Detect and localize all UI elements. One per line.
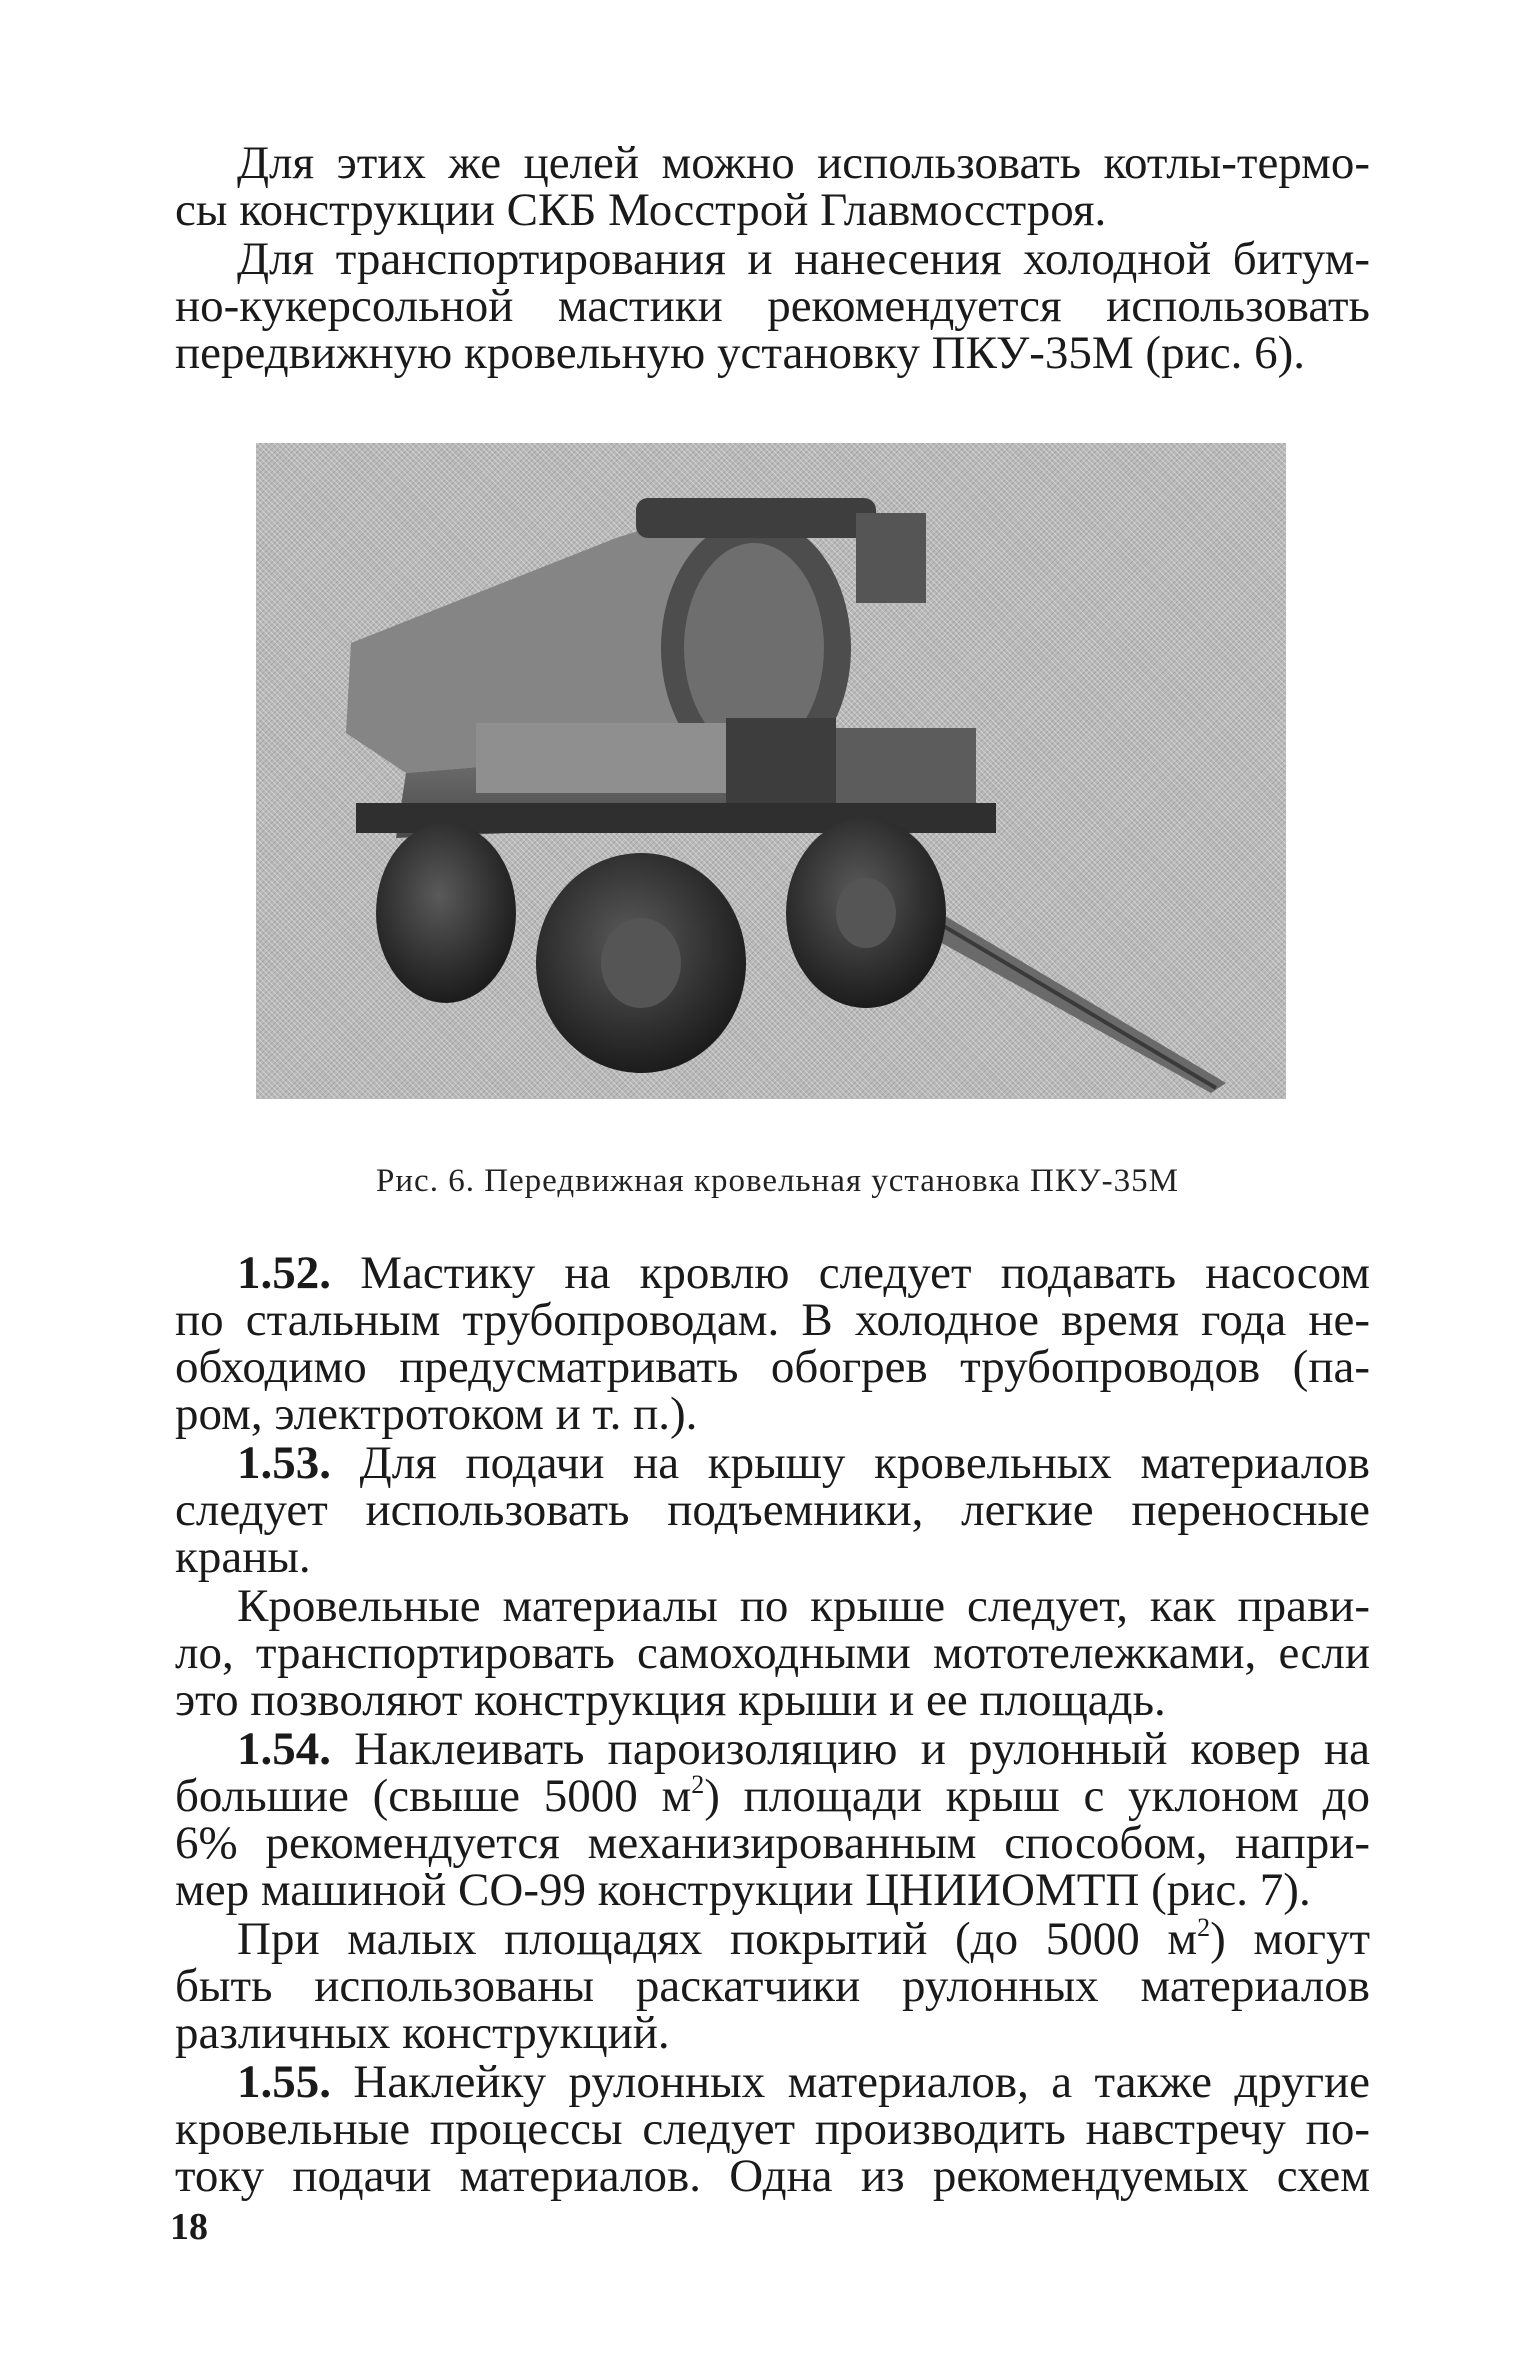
text-fragment: ) площади крыш с уклоном до — [704, 1770, 1370, 1822]
text-fragment: ) могут — [1210, 1913, 1370, 1965]
section-1-55-line — [175, 2056, 1370, 2108]
section-1-52-line — [175, 1247, 1370, 1299]
paragraph-line: различных конструкций. — [175, 2007, 670, 2059]
roofing-unit-illustration — [256, 443, 1286, 1099]
text-block-top — [175, 137, 1370, 379]
paragraph-line: ром, электротоком и т. п.). — [175, 1388, 698, 1440]
paragraph-line: обходимо предусматривать обогрев трубопроводов (па- — [175, 1341, 1370, 1393]
text-fragment: большие (свыше 5000 м — [175, 1770, 692, 1822]
paragraph-line: ло, транспортировать самоходными мототележками, если — [175, 1627, 1370, 1679]
section-text: Для подачи на крышу кровельных материалов — [331, 1437, 1370, 1489]
section-1-54-line — [175, 1723, 1370, 1775]
section-number: 1.55. — [237, 2056, 331, 2108]
paragraph-line: но-кукерсольной мастики рекомендуется использовать — [175, 280, 1370, 332]
paragraph-line: мер машиной СО-99 конструкции ЦНИИОМТП (рис. 7). — [175, 1864, 1311, 1916]
figure-caption: Рис. 6. Передвижная кровельная установка ПКУ-35М — [376, 1163, 1179, 1199]
paragraph-line: току подачи материалов. Одна из рекомендуемых схем — [175, 2150, 1370, 2202]
paragraph-line — [175, 1913, 1370, 1965]
figure-photo-mobile-roofing-unit — [256, 443, 1286, 1099]
superscript: 2 — [1197, 1913, 1211, 1942]
paragraph-line: Кровельные материалы по крыше следует, как прави- — [237, 1580, 1370, 1632]
paragraph-line: Для этих же целей можно использовать котлы-термо- — [237, 137, 1370, 189]
paragraph-line: передвижную кровельную установку ПКУ-35М (рис. 6). — [175, 327, 1305, 379]
section-number: 1.52. — [237, 1247, 331, 1299]
paragraph-line: быть использованы раскатчики рулонных материалов — [175, 1960, 1370, 2012]
section-number: 1.54. — [237, 1723, 331, 1775]
paragraph-line: сы конструкции СКБ Мосстрой Главмосстроя. — [175, 184, 1107, 236]
text-fragment: При малых площадях покрытий (до 5000 м — [237, 1913, 1198, 1965]
section-text: Наклеивать пароизоляцию и рулонный ковер на — [331, 1723, 1370, 1775]
paragraph-line: краны. — [175, 1531, 311, 1583]
section-1-53-line — [175, 1437, 1370, 1489]
paragraph-line — [175, 1770, 1370, 1822]
paragraph-line: следует использовать подъемники, легкие переносные — [175, 1484, 1370, 1536]
superscript: 2 — [691, 1770, 705, 1799]
section-number: 1.53. — [237, 1437, 331, 1489]
section-text: Мастику на кровлю следует подавать насосом — [331, 1247, 1370, 1299]
paragraph-line: Для транспортирования и нанесения холодной битум- — [237, 233, 1370, 285]
paragraph-line: это позволяют конструкция крыши и ее площадь. — [175, 1674, 1166, 1726]
section-text: Наклейку рулонных материалов, а также другие — [331, 2056, 1370, 2108]
paragraph-line: 6% рекомендуется механизированным способом, напри- — [175, 1817, 1370, 1869]
paragraph-line: кровельные процессы следует производить навстречу по- — [175, 2103, 1370, 2155]
text-block-bottom — [175, 1247, 1370, 2202]
page-number: 18 — [170, 2206, 208, 2248]
paragraph-line: по стальным трубопроводам. В холодное время года не- — [175, 1294, 1370, 1346]
